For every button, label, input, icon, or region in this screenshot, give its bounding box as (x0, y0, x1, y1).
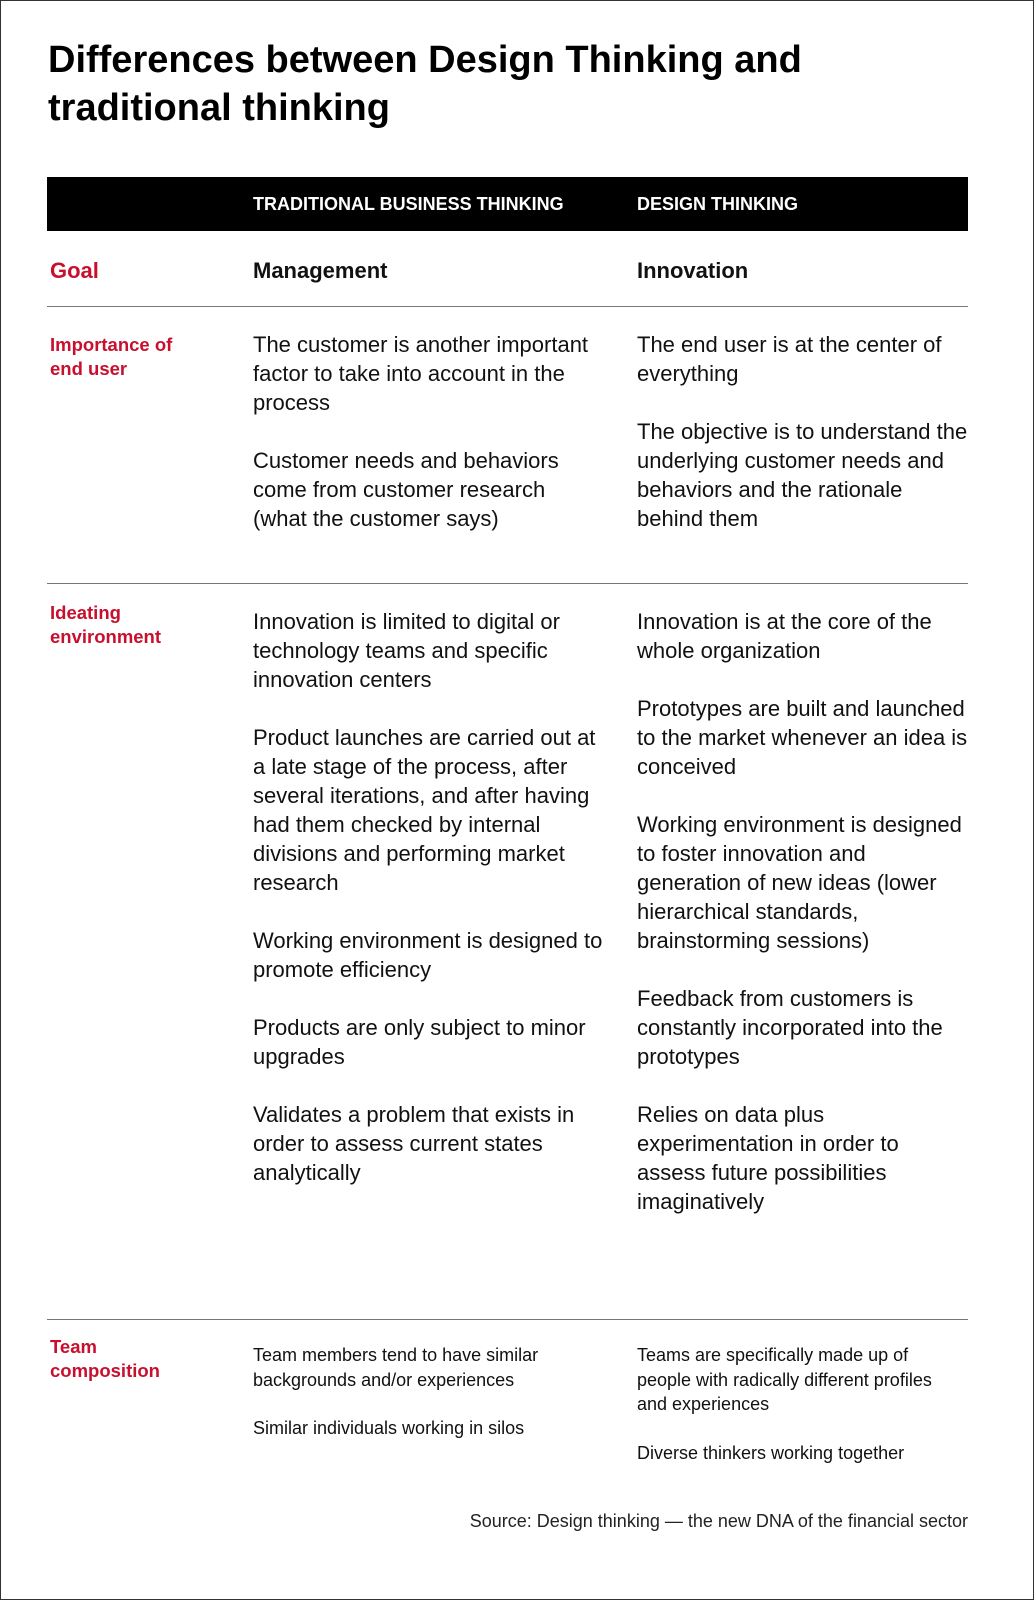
cell-paragraph: The end user is at the center of everything (637, 332, 942, 386)
design-cell (637, 607, 972, 1245)
cell-paragraph: Feedback from customers is constantly incorporated into the prototypes (637, 986, 943, 1069)
cell-paragraph: Working environment is designed to promote efficiency (253, 928, 603, 982)
row-label: Importance of end user (50, 334, 173, 379)
traditional-cell (253, 607, 603, 1216)
cell-paragraph: The objective is to understand the underlying customer needs and behaviors and the rationale behind them (637, 419, 968, 531)
page-title: Differences between Design Thinking and traditional thinking (48, 39, 802, 129)
cell-paragraph: Customer needs and behaviors come from customer research (what the customer says) (253, 448, 559, 531)
traditional-cell: Management (253, 258, 388, 283)
cell-paragraph: Product launches are carried out at a late stage of the process, after several iterations, and after having had them checked by internal divisions and performing market research (253, 725, 596, 895)
table-row-ideating (47, 584, 968, 1320)
cell-paragraph: Similar individuals working in silos (253, 1418, 525, 1438)
cell-paragraph: Working environment is designed to foster innovation and generation of new ideas (lower hierarchical standards, brainstorming sessions) (637, 812, 962, 953)
header-design: DESIGN THINKING (637, 194, 799, 214)
cell-paragraph: The customer is another important factor to take into account in the process (253, 332, 589, 415)
cell-paragraph: Products are only subject to minor upgrades (253, 1015, 586, 1069)
traditional-cell (253, 330, 603, 562)
header-traditional: TRADITIONAL BUSINESS THINKING (253, 194, 564, 214)
row-label: Goal (50, 258, 99, 283)
design-cell (637, 1343, 957, 1489)
row-label: Ideating environment (50, 602, 162, 647)
traditional-cell (253, 1343, 593, 1465)
cell-paragraph: Diverse thinkers working together (637, 1442, 905, 1463)
cell-paragraph: Team members tend to have similar backgrounds and/or experiences (253, 1345, 539, 1390)
row-label: Team composition (50, 1336, 160, 1381)
cell-paragraph: Prototypes are built and launched to the market whenever an idea is conceived (637, 696, 968, 779)
cell-paragraph: Relies on data plus experimentation in order to assess future possibilities imaginatively (637, 1102, 899, 1214)
design-cell (637, 330, 972, 562)
cell-paragraph: Validates a problem that exists in order to assess current states analytically (253, 1102, 575, 1185)
cell-paragraph: Teams are specifically made up of people with radically different profiles and experiences (637, 1345, 932, 1414)
table-row-end-user (47, 307, 968, 584)
table-header (47, 177, 968, 231)
design-cell: Innovation (637, 258, 749, 283)
comparison-table (47, 177, 968, 1490)
table-row-goal (47, 231, 968, 307)
source-caption: Source: Design thinking — the new DNA of the financial sector (469, 1511, 968, 1531)
table-row-team (47, 1320, 968, 1490)
cell-paragraph: Innovation is at the core of the whole organization (637, 609, 932, 663)
cell-paragraph: Innovation is limited to digital or technology teams and specific innovation centers (253, 609, 560, 692)
